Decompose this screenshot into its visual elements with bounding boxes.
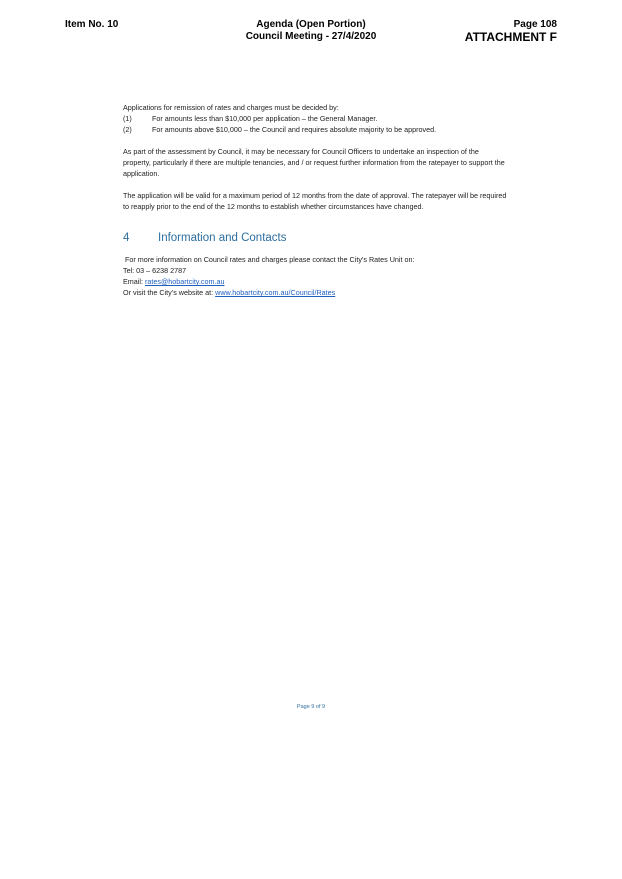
section-heading (123, 231, 507, 245)
header-page-block (465, 19, 557, 44)
paragraph-spacer (123, 179, 507, 190)
validity-paragraph: The application will be valid for a maximum period of 12 months from the date of approval. The ratepayer will be required to reapply prior to the end of the 12 months to establish whether circumstances have changed. (123, 191, 507, 211)
list-item (123, 113, 507, 124)
contacts-email-line (123, 276, 507, 287)
contacts-intro-text: For more information on Council rates and charges please contact the City’s Rates Unit on: (125, 255, 415, 264)
document-body (123, 102, 507, 298)
page-footer: Page 9 of 9 (296, 704, 326, 710)
remission-intro: Applications for remission of rates and charges must be decided by: (123, 103, 339, 112)
header-agenda: Agenda (Open Portion) (256, 19, 366, 30)
list-item (123, 124, 507, 135)
header-meeting: Council Meeting - 27/4/2020 (245, 31, 377, 42)
email-link[interactable]: rates@hobartcity.com.au (144, 277, 225, 286)
contacts-intro (123, 254, 507, 265)
assessment-paragraph: As part of the assessment by Council, it may be necessary for Council Officers to undertake an inspection of the property, particularly if there are multiple tenancies, and / or request further information from the ratepayer to support the application. (123, 147, 505, 178)
paragraph-spacer (123, 135, 507, 146)
header-attachment: ATTACHMENT F (464, 30, 557, 44)
website-label: Or visit the City’s website at: (123, 288, 216, 297)
list-number: (2) (123, 125, 132, 134)
section-title: Information and Contacts (158, 232, 287, 244)
list-number: (1) (123, 114, 132, 123)
header-item-number: Item No. 10 (65, 19, 119, 30)
section-number: 4 (123, 232, 130, 244)
email-label: Email: (123, 277, 145, 286)
contacts-tel: Tel: 03 – 6238 2787 (123, 266, 187, 275)
contacts-website-line (123, 287, 507, 298)
list-text: For amounts above $10,000 – the Council and requires absolute majority to be approved. (152, 125, 437, 134)
list-text: For amounts less than $10,000 per application – the General Manager. (152, 114, 378, 123)
header-page-number: Page 108 (513, 19, 557, 30)
website-link[interactable]: www.hobartcity.com.au/Council/Rates (215, 288, 336, 297)
